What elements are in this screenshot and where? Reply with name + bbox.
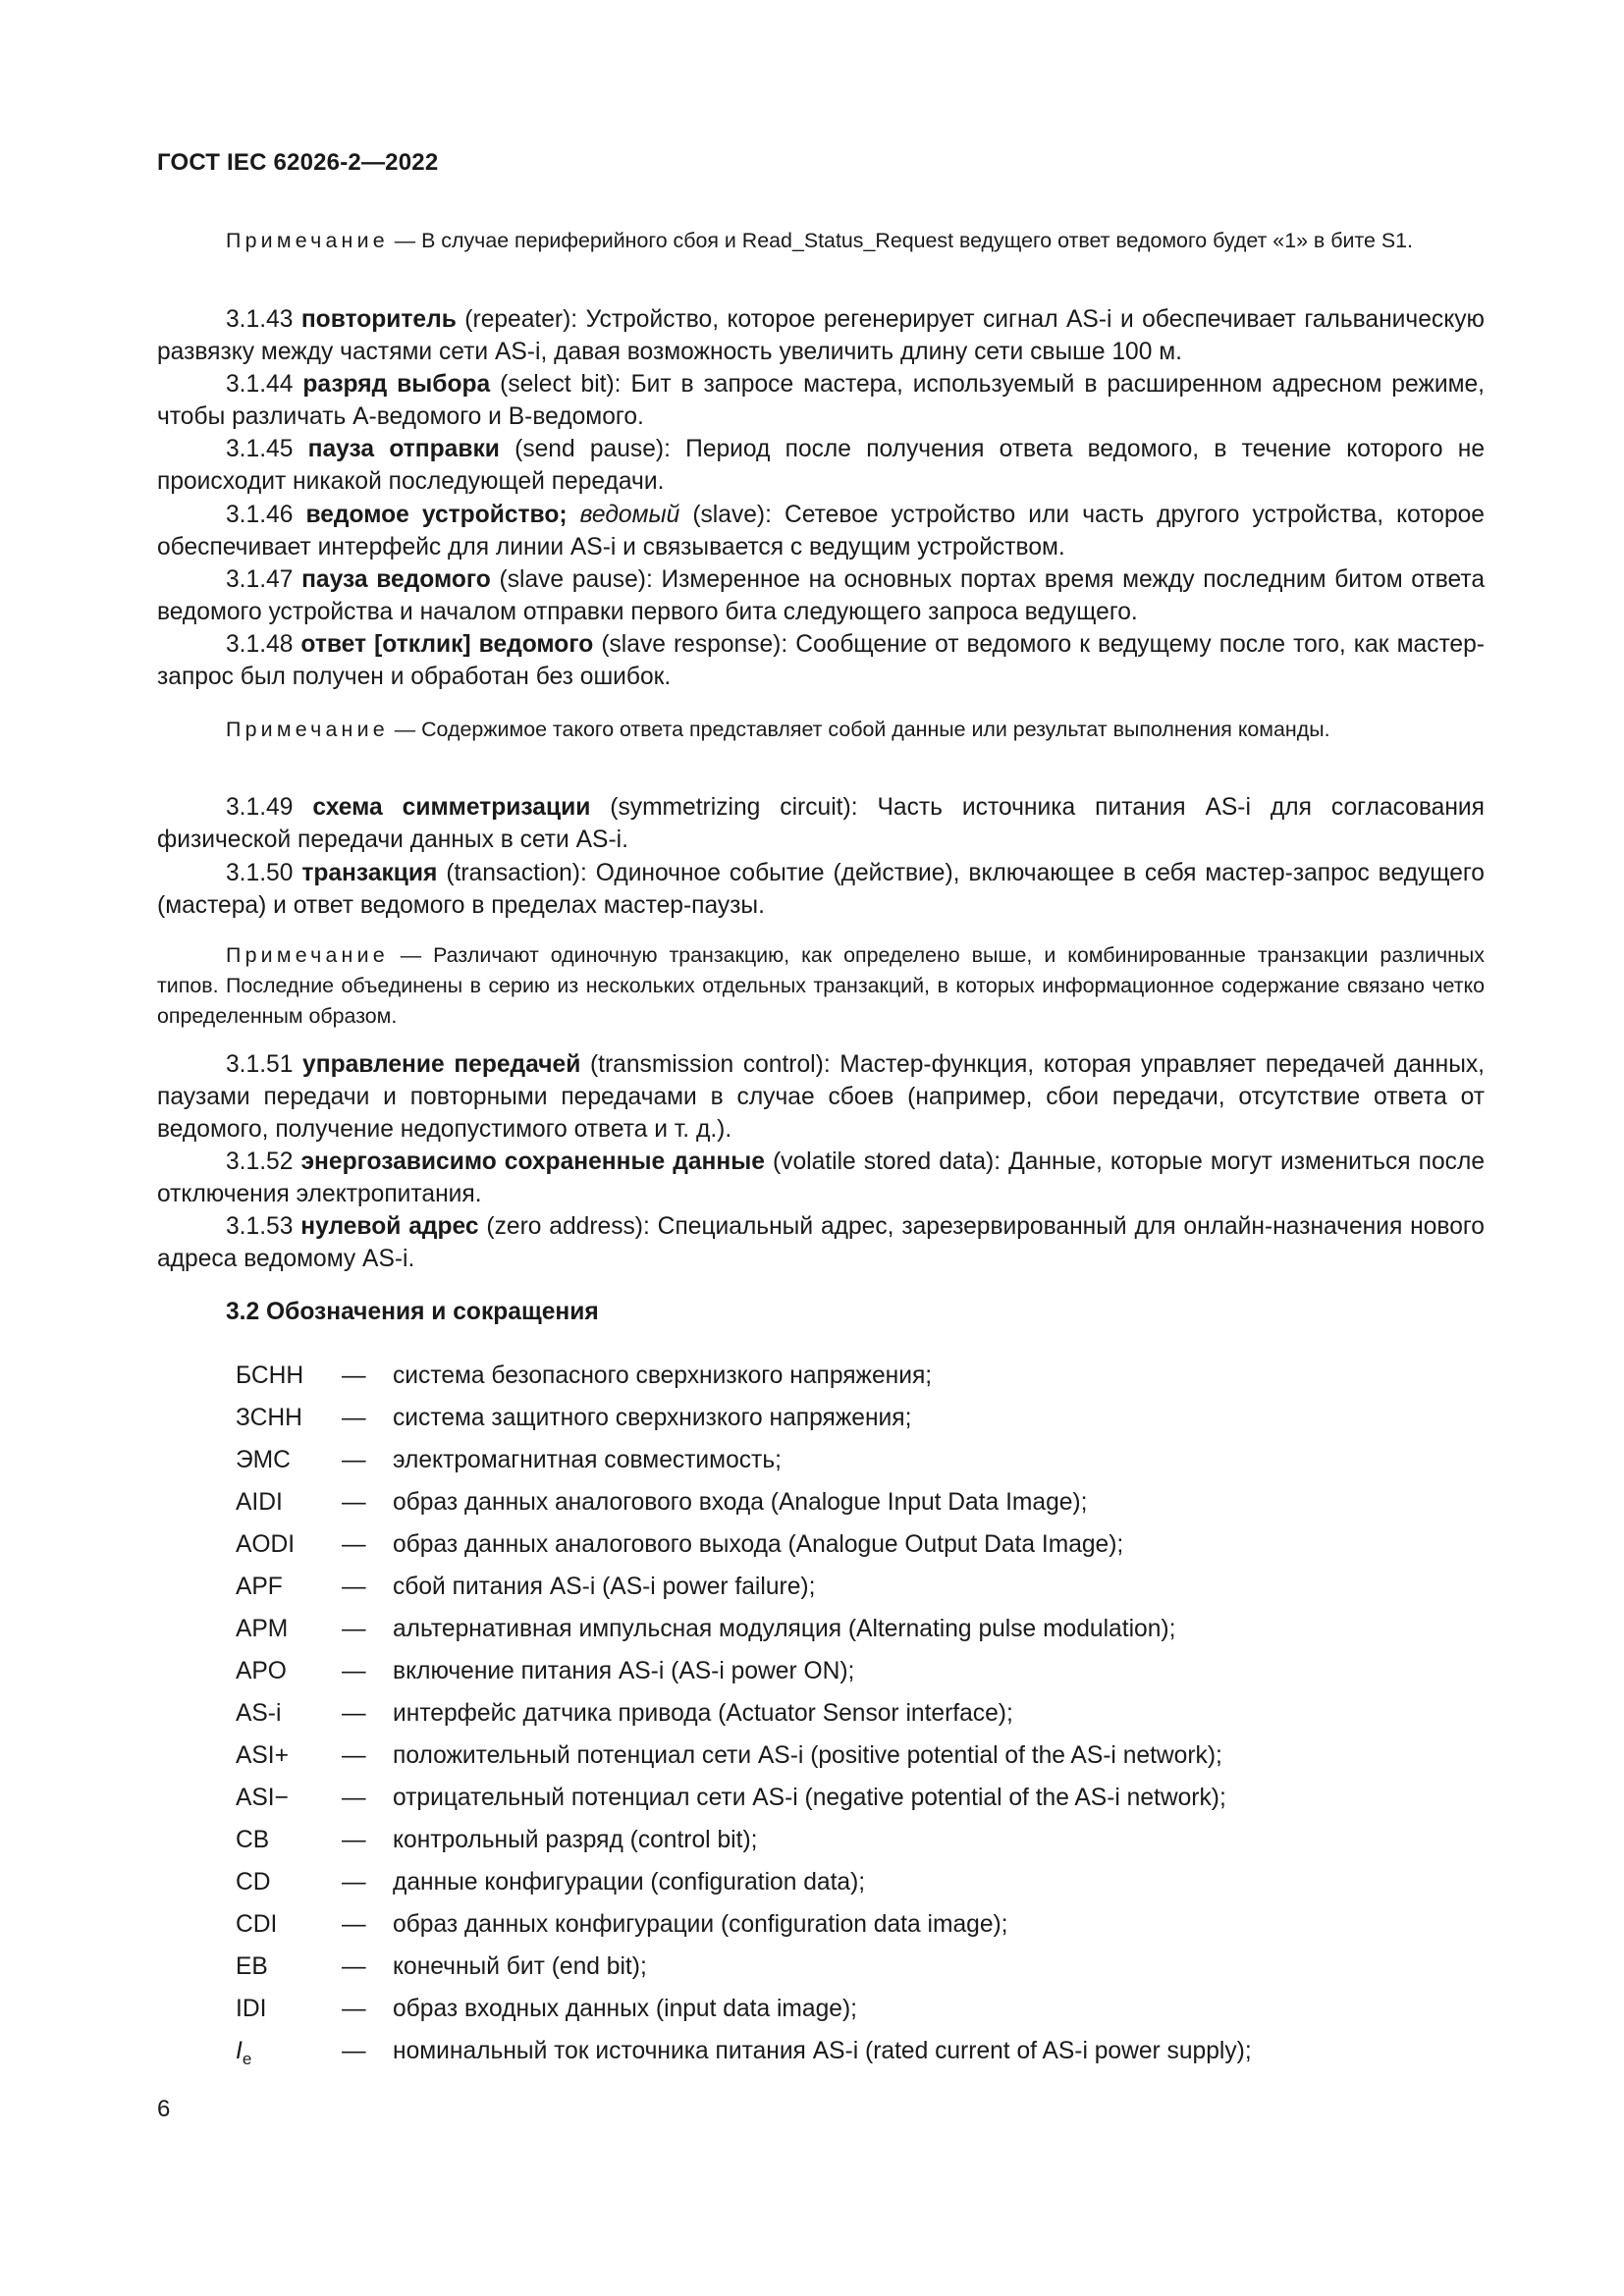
abbreviation-dash: — bbox=[342, 1574, 366, 1600]
abbreviation-dash: — bbox=[342, 1362, 366, 1389]
term-name: нулевой адрес bbox=[300, 1213, 479, 1240]
abbreviation-definition: образ входных данных (input data image); bbox=[393, 1996, 857, 2022]
note-transactions bbox=[157, 940, 1485, 1032]
abbreviation-row bbox=[236, 1777, 1485, 1819]
term-number: 3.1.47 bbox=[226, 566, 302, 593]
abbreviation-term: БСНН bbox=[236, 1362, 304, 1389]
abbreviation-dash: — bbox=[342, 1531, 366, 1558]
note-text: — Различают одиночную транзакцию, как определено выше, и комбинированные транзакции различных типов. Последние объединены в серию из нескольких отдельных транзакций, в которых информационное содержание связано четко определенным образом. bbox=[157, 943, 1485, 1028]
term-3-1-51 bbox=[157, 1048, 1485, 1146]
abbreviation-term: ЭМС bbox=[236, 1447, 291, 1473]
abbreviation-term: ASI+ bbox=[236, 1742, 290, 1769]
abbreviation-row bbox=[236, 1692, 1485, 1735]
term-3-1-52 bbox=[157, 1146, 1485, 1210]
abbreviation-term: APF bbox=[236, 1574, 283, 1600]
abbreviation-dash: — bbox=[342, 1405, 366, 1431]
term-definition: (send pause): Период после получения ответа ведомого, в течение которого не происходит никакой последующей передачи. bbox=[157, 436, 1485, 495]
abbreviation-row bbox=[236, 2030, 1485, 2072]
term-name: энергозависимо сохраненные данные bbox=[300, 1148, 765, 1175]
term-3-1-49 bbox=[157, 791, 1485, 856]
abbreviation-dash: — bbox=[342, 1911, 366, 1938]
abbreviation-definition: положительный потенциал сети AS-i (positive potential of the AS-i network); bbox=[393, 1742, 1222, 1769]
term-3-1-45 bbox=[157, 433, 1485, 498]
term-3-1-50 bbox=[157, 857, 1485, 922]
note-label: Примечание bbox=[226, 718, 389, 741]
term-number: 3.1.53 bbox=[226, 1213, 301, 1240]
note-s1-bit bbox=[157, 226, 1485, 256]
term-number: 3.1.51 bbox=[226, 1051, 303, 1078]
abbreviation-definition: система безопасного сверхнизкого напряжения; bbox=[393, 1362, 933, 1389]
term-name: пауза отправки bbox=[307, 436, 500, 462]
abbreviation-definition: альтернативная импульсная модуляция (Alternating pulse modulation); bbox=[393, 1616, 1176, 1642]
abbreviation-dash: — bbox=[342, 1447, 366, 1473]
term-number: 3.1.44 bbox=[226, 371, 303, 398]
term-definition: (slave response): Сообщение от ведомого к ведущему после того, как мастер-запрос был получен и обработан без ошибок. bbox=[157, 631, 1485, 690]
term-definition: (slave): Сетевое устройство или часть другого устройства, которое обеспечивает интерфейс для линии AS-i и связывается с ведущим устройством. bbox=[157, 502, 1485, 561]
note-label: Примечание bbox=[226, 943, 389, 967]
abbreviation-definition: сбой питания AS-i (AS-i power failure); bbox=[393, 1574, 816, 1600]
abbreviation-dash: — bbox=[342, 1742, 366, 1769]
abbreviation-term: EB bbox=[236, 1953, 268, 1980]
abbreviation-row bbox=[236, 1439, 1485, 1481]
term-definition: (transaction): Одиночное событие (действие), включающее в себя мастер-запрос ведущего (мастера) и ответ ведомого в пределах мастер-паузы. bbox=[157, 860, 1485, 919]
abbreviation-dash: — bbox=[342, 1996, 366, 2022]
term-number: 3.1.45 bbox=[226, 436, 308, 462]
term-definition: (transmission control): Мастер-функция, которая управляет передачей данных, паузами передачи и повторными передачами в случае сбоев (например, сбои передачи, отсутствие ответа от ведомого, получение недопустимого ответа и т. д.). bbox=[157, 1051, 1485, 1143]
abbreviation-definition: включение питания AS-i (AS-i power ON); bbox=[393, 1658, 855, 1684]
term-3-1-44 bbox=[157, 368, 1485, 433]
term-name: ведомое устройство; bbox=[305, 502, 568, 528]
abbreviation-definition: электромагнитная совместимость; bbox=[393, 1447, 782, 1473]
abbreviation-definition: контрольный разряд (control bit); bbox=[393, 1827, 758, 1853]
abbreviation-subscript: e bbox=[242, 2050, 252, 2068]
abbreviation-dash: — bbox=[342, 1658, 366, 1684]
abbreviation-row bbox=[236, 1523, 1485, 1566]
abbreviation-row bbox=[236, 1735, 1485, 1777]
abbreviation-term: APM bbox=[236, 1616, 289, 1642]
abbreviations-list bbox=[236, 1355, 1485, 2072]
abbreviation-dash: — bbox=[342, 1827, 366, 1853]
term-definition: (volatile stored data): Данные, которые могут измениться после отключения электропитания. bbox=[157, 1148, 1485, 1207]
abbreviation-row bbox=[236, 1608, 1485, 1650]
term-number: 3.1.50 bbox=[226, 860, 302, 886]
abbreviation-row bbox=[236, 1946, 1485, 1988]
term-name: пауза ведомого bbox=[301, 566, 491, 593]
abbreviation-term: APO bbox=[236, 1658, 287, 1684]
abbreviation-row bbox=[236, 1650, 1485, 1692]
term-name: ответ [отклик] ведомого bbox=[300, 631, 594, 658]
abbreviation-dash: — bbox=[342, 1869, 366, 1896]
abbreviation-dash: — bbox=[342, 2038, 366, 2064]
term-definition: (select bit): Бит в запросе мастера, используемый в расширенном адресном режиме, чтобы различать А-ведомого и В-ведомого. bbox=[157, 371, 1485, 430]
term-number: 3.1.46 bbox=[226, 502, 306, 528]
abbreviation-definition: образ данных конфигурации (configuration data image); bbox=[393, 1911, 1008, 1938]
section-title: 3.2 Обозначения и сокращения bbox=[226, 1299, 599, 1325]
abbreviation-row bbox=[236, 1481, 1485, 1523]
abbreviation-term: CB bbox=[236, 1827, 270, 1853]
abbreviation-row bbox=[236, 1903, 1485, 1946]
note-response-content bbox=[157, 715, 1485, 745]
abbreviation-definition: система защитного сверхнизкого напряжения; bbox=[393, 1405, 912, 1431]
abbreviation-row bbox=[236, 1355, 1485, 1397]
abbreviation-dash: — bbox=[342, 1785, 366, 1811]
term-3-1-47 bbox=[157, 563, 1485, 628]
abbreviation-term: AODI bbox=[236, 1531, 296, 1558]
abbreviation-definition: номинальный ток источника питания AS-i (rated current of AS-i power supply); bbox=[393, 2038, 1252, 2064]
abbreviation-dash: — bbox=[342, 1700, 366, 1727]
page-number: 6 bbox=[157, 2096, 171, 2122]
term-number: 3.1.48 bbox=[226, 631, 301, 658]
term-3-1-53 bbox=[157, 1210, 1485, 1275]
abbreviation-term: ЗСНН bbox=[236, 1405, 302, 1431]
abbreviation-symbol: I bbox=[236, 2038, 243, 2064]
term-number: 3.1.49 bbox=[226, 794, 313, 821]
abbreviation-term: IDI bbox=[236, 1996, 267, 2022]
abbreviation-term: AIDI bbox=[236, 1489, 283, 1516]
note-text: — В случае периферийного сбоя и Read_Status_Request ведущего ответ ведомого будет «1» в бите S1. bbox=[388, 229, 1413, 252]
abbreviation-definition: интерфейс датчика привода (Actuator Sensor interface); bbox=[393, 1700, 1013, 1727]
abbreviation-row bbox=[236, 1397, 1485, 1439]
term-name: транзакция bbox=[301, 860, 438, 886]
abbreviation-term: CDI bbox=[236, 1911, 278, 1938]
abbreviation-dash: — bbox=[342, 1489, 366, 1516]
term-name: повторитель bbox=[300, 306, 457, 333]
abbreviation-row bbox=[236, 1861, 1485, 1903]
abbreviation-term: AS-i bbox=[236, 1700, 282, 1727]
term-name: управление передачей bbox=[302, 1051, 581, 1078]
note-label: Примечание bbox=[226, 229, 389, 252]
term-3-1-48 bbox=[157, 628, 1485, 693]
term-definition: (repeater): Устройство, которое регенерирует сигнал AS-i и обеспечивает гальваническую развязку между частями сети AS-i, давая возможность увеличить длину сети свыше 100 м. bbox=[157, 306, 1485, 365]
abbreviation-term: CD bbox=[236, 1869, 271, 1896]
term-3-1-46 bbox=[157, 499, 1485, 563]
abbreviation-row bbox=[236, 1566, 1485, 1608]
abbreviation-term: ASI− bbox=[236, 1785, 290, 1811]
term-number: 3.1.43 bbox=[226, 306, 301, 333]
abbreviation-definition: образ данных аналогового выхода (Analogue Output Data Image); bbox=[393, 1531, 1124, 1558]
abbreviation-dash: — bbox=[342, 1953, 366, 1980]
term-number: 3.1.52 bbox=[226, 1148, 301, 1175]
term-definition: (symmetrizing circuit): Часть источника питания AS-i для согласования физической передачи данных в сети AS-i. bbox=[157, 794, 1485, 853]
abbreviation-definition: конечный бит (end bit); bbox=[393, 1953, 647, 1980]
abbreviation-row bbox=[236, 1988, 1485, 2030]
abbreviation-row bbox=[236, 1819, 1485, 1861]
term-3-1-43 bbox=[157, 303, 1485, 368]
abbreviation-definition: данные конфигурации (configuration data); bbox=[393, 1869, 866, 1896]
term-name: разряд выбора bbox=[302, 371, 491, 398]
document-header: ГОСТ IEC 62026-2—2022 bbox=[157, 149, 439, 176]
abbreviation-definition: образ данных аналогового входа (Analogue Input Data Image); bbox=[393, 1489, 1088, 1516]
abbreviation-definition: отрицательный потенциал сети AS-i (negative potential of the AS-i network); bbox=[393, 1785, 1226, 1811]
term-name: схема симметризации bbox=[312, 794, 591, 821]
note-text: — Содержимое такого ответа представляет собой данные или результат выполнения команды. bbox=[388, 718, 1330, 741]
abbreviation-term bbox=[236, 2030, 251, 2080]
abbreviation-dash: — bbox=[342, 1616, 366, 1642]
term-synonym: ведомый bbox=[567, 502, 680, 528]
term-definition: (zero address): Специальный адрес, зарезервированный для онлайн-назначения нового адреса ведомому AS-i. bbox=[157, 1213, 1485, 1272]
term-definition: (slave pause): Измеренное на основных портах время между последним битом ответа ведомого устройства и началом отправки первого бита следующего запроса ведущего. bbox=[157, 566, 1486, 625]
